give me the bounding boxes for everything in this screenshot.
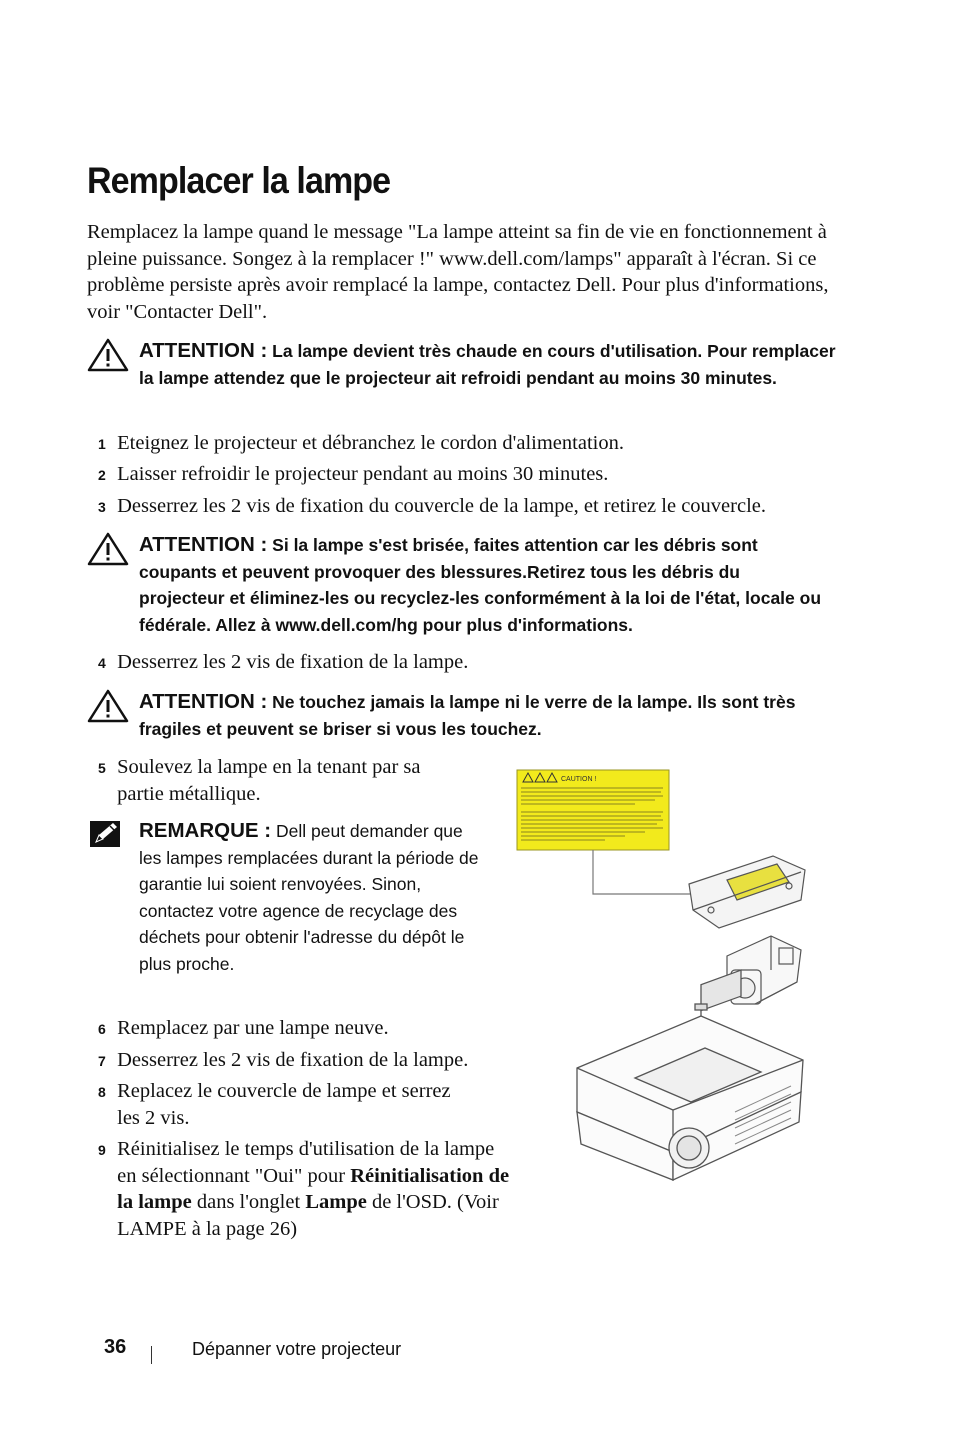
step-number: 5 — [98, 760, 106, 776]
step-text: Desserrez les 2 vis de fixation du couvercle de la lampe, et retirez le couvercle. — [117, 495, 766, 517]
attention-label: ATTENTION : — [139, 533, 268, 556]
warning-triangle-icon — [87, 532, 129, 566]
pencil-note-icon — [87, 818, 123, 850]
footer-section-title: Dépanner votre projecteur — [192, 1339, 402, 1359]
page-number: 36 — [104, 1336, 127, 1358]
attention-label: ATTENTION : — [139, 339, 268, 362]
step-text: Laisser refroidir le projecteur pendant au moins 30 minutes. — [117, 463, 609, 485]
attention-text: Ne touchez jamais la lampe ni le verre de la lampe. Ils sont très fragiles et peuvent se briser si vous les touchez. — [139, 692, 796, 739]
lamp-replacement-illustration — [505, 760, 825, 1200]
attention-label: ATTENTION : — [139, 690, 268, 713]
warning-triangle-icon — [87, 689, 129, 723]
step-4 — [98, 649, 468, 677]
warning-triangle-icon — [87, 338, 129, 372]
menu-option-reset: Réinitialisation de la lampe — [117, 1164, 510, 1213]
attention-text: La lampe devient très chaude en cours d'utilisation. Pour remplacer la lampe attendez que le projecteur ait refroidi pendant au moins 30 minutes. — [139, 341, 836, 388]
step-2 — [98, 461, 608, 489]
step-number: 9 — [98, 1142, 106, 1158]
footer-divider — [151, 1346, 152, 1364]
step-number: 7 — [98, 1053, 106, 1069]
attention-text: Si la lampe s'est brisée, faites attention car les débris sont coupants et peuvent provoquer des blessures.Retirez tous les débris du projecteur et éliminez-les ou recyclez-les conformément à la loi de l'état, locale ou fédérale. Allez à www.dell.com/hg pour plus d'informations. — [139, 535, 822, 635]
intro-paragraph: Remplacez la lampe quand le message "La lampe atteint sa fin de vie en fonctionnement à pleine puissance. Songez à la remplacer !" www.dell.com/lamps" apparaît à l'écran. Si ce problème persiste après avoir remplacé la lampe, contactez Dell. Pour plus d'informations, voir "Contacter Dell". — [87, 221, 829, 323]
step-1 — [98, 430, 624, 458]
projector-lamp-drawing — [505, 760, 825, 1200]
projector-body-drawing — [577, 970, 803, 1180]
menu-tab-lamp: Lampe — [305, 1191, 367, 1213]
step-number: 2 — [98, 467, 106, 483]
step-3 — [98, 493, 766, 521]
step-text: Remplacez par une lampe neuve. — [117, 1017, 389, 1039]
step-7 — [98, 1047, 468, 1075]
step-9 — [98, 1136, 512, 1242]
remarque-text: Dell peut demander que les lampes remplacées durant la période de garantie lui soient renvoyées. Sinon, contactez votre agence de recyclage des déchets pour obtenir l'adresse du dépôt le plus proche. — [139, 821, 479, 974]
step-5 — [98, 754, 458, 807]
page-title: Remplacer la lampe — [87, 160, 391, 201]
step-text: Réinitialisez le temps d'utilisation de la lampe en sélectionnant "Oui" pour Réinitialisation de la lampe dans l'onglet Lampe de l'OSD. (Voir LAMPE à la page 26) — [117, 1138, 510, 1240]
step-text: Soulevez la lampe en la tenant par sa partie métallique. — [117, 756, 421, 805]
caution-label-image — [517, 770, 669, 850]
step-text: Desserrez les 2 vis de fixation de la lampe. — [117, 1049, 469, 1071]
step-number: 6 — [98, 1021, 106, 1037]
step-6 — [98, 1015, 389, 1043]
step-8 — [98, 1078, 477, 1131]
step-number: 4 — [98, 655, 106, 671]
step-number: 1 — [98, 436, 106, 452]
step-text: Desserrez les 2 vis de fixation de la lampe. — [117, 651, 469, 673]
step-text: Replacez le couvercle de lampe et serrez les 2 vis. — [117, 1080, 451, 1129]
remarque-label: REMARQUE : — [139, 819, 272, 842]
caution-label-title: CAUTION ! — [561, 776, 597, 783]
step-number: 3 — [98, 499, 106, 515]
step-text: Eteignez le projecteur et débranchez le cordon d'alimentation. — [117, 432, 624, 454]
step-number: 8 — [98, 1084, 106, 1100]
lamp-cover-drawing — [689, 856, 805, 928]
